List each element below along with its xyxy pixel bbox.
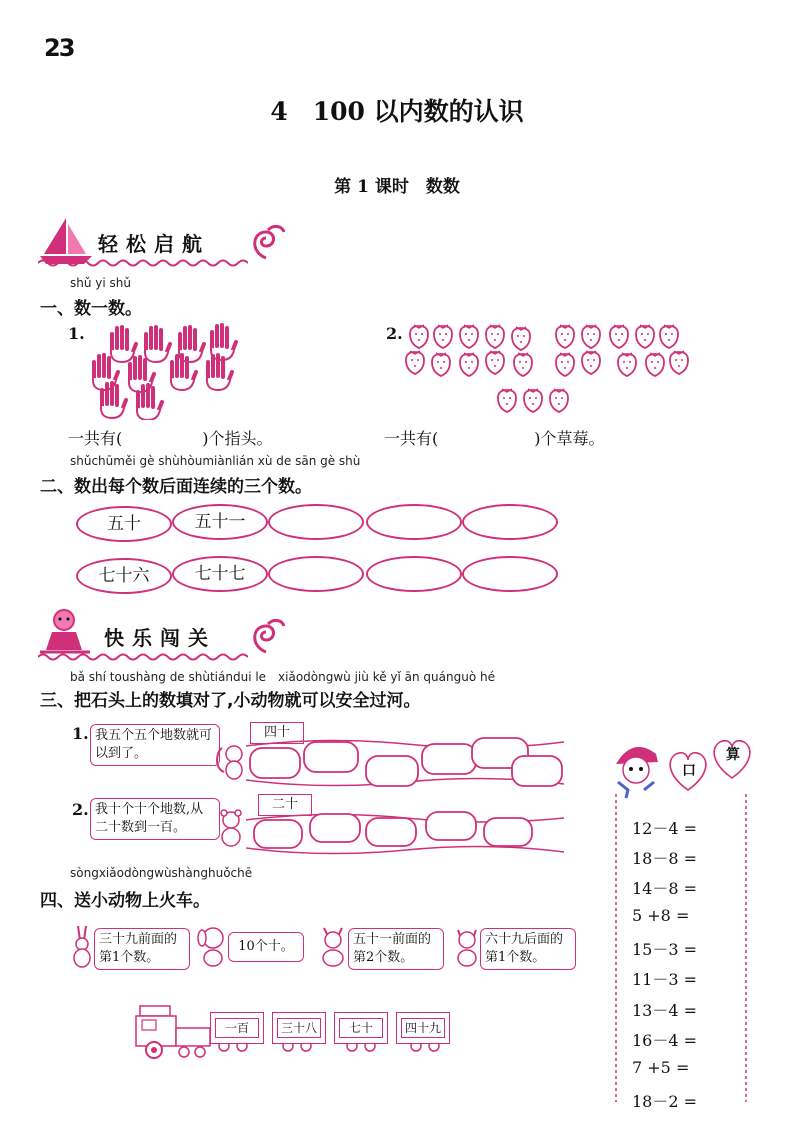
number-oval: 七十六	[76, 558, 172, 594]
train-car-label: 三十八	[277, 1018, 321, 1038]
mental-math-item: 12－4 =	[632, 819, 698, 838]
mental-math-item: 5 +8 =	[632, 906, 690, 925]
chapter-title: 4 100 以内数的认识	[270, 97, 524, 126]
q1-pinyin: shǔ yi shǔ	[70, 276, 131, 290]
section-banner-easy-start	[38, 214, 288, 270]
clue-card: 五十一前面的第2个数。	[348, 928, 444, 970]
train-engine-icon	[134, 1000, 214, 1062]
q2-title: 二、数出每个数后面连续的三个数。	[40, 477, 312, 497]
number-oval: 五十	[76, 506, 172, 542]
answer-oval[interactable]	[268, 556, 364, 592]
mental-math-label-b: 算	[726, 747, 740, 763]
mental-math-label-a: 口	[682, 763, 696, 779]
section-title: 快乐闯关	[104, 626, 216, 650]
mental-math-item: 18－8 =	[632, 849, 698, 868]
banner-wave	[38, 652, 248, 662]
train-car	[396, 1012, 450, 1044]
answer-oval[interactable]	[366, 556, 462, 592]
river-stones-row-2	[246, 808, 564, 858]
clue-card: 三十九前面的第1个数。	[94, 928, 190, 970]
q2-pinyin: shǔchūměi gè shùhòumiànlián xù de sān gè shù	[70, 454, 361, 468]
clue-card: 六十九后面的第1个数。	[480, 928, 576, 970]
q3-item2-number: 2.	[72, 800, 89, 819]
answer-oval[interactable]	[366, 504, 462, 540]
clue-card: 10个十。	[228, 932, 304, 962]
q1-title: 一、数一数。	[40, 299, 142, 319]
goat-icon	[316, 924, 350, 968]
q1-item2-number: 2.	[386, 324, 403, 343]
answer-oval[interactable]	[268, 504, 364, 540]
mental-math-item: 16－4 =	[632, 1031, 698, 1050]
mental-math-item: 11－3 =	[632, 970, 698, 989]
q1-answer1: 一共有( )个指头。	[68, 429, 273, 448]
page-number: 23	[44, 34, 74, 62]
strawberries-illustration	[400, 320, 700, 420]
cat-icon	[452, 924, 482, 968]
train-car	[272, 1012, 326, 1044]
train-car-label: 四十九	[401, 1018, 445, 1038]
mental-math-item: 14－8 =	[632, 879, 698, 898]
number-oval: 七十七	[172, 556, 268, 592]
number-oval: 五十一	[172, 504, 268, 540]
flourish-icon	[246, 616, 286, 656]
river-stones-row-1	[246, 736, 564, 792]
sailboat-icon	[38, 214, 94, 264]
speech-bubble: 我五个五个地数就可以到了。	[90, 724, 220, 766]
answer-oval[interactable]	[462, 504, 558, 540]
mental-math-item: 15－3 =	[632, 940, 698, 959]
q4-pinyin: sòngxiǎodòngwùshànghuǒchē	[70, 866, 253, 880]
section-banner-happy-pass	[38, 606, 288, 662]
flourish-icon	[246, 222, 286, 262]
q3-title: 三、把石头上的数填对了,小动物就可以安全过河。	[40, 691, 421, 711]
train-car	[210, 1012, 264, 1044]
q4-title: 四、送小动物上火车。	[40, 891, 210, 911]
banner-wave	[38, 258, 248, 268]
answer-oval[interactable]	[462, 556, 558, 592]
q3-item1-number: 1.	[72, 724, 89, 743]
train-car-label: 七十	[339, 1018, 383, 1038]
q1-item1-number: 1.	[68, 324, 85, 343]
start-stone-label: 四十	[250, 722, 304, 744]
hands-illustration	[80, 320, 250, 420]
mental-math-item: 18－2 =	[632, 1092, 698, 1111]
mental-math-hearts	[664, 740, 758, 796]
train-car-label: 一百	[215, 1018, 259, 1038]
mental-math-item: 13－4 =	[632, 1001, 698, 1020]
q3-pinyin: bǎ shí toushàng de shùtiándui le xiǎodòngwù jiù kě yǐ ān quánguò hé	[70, 670, 495, 684]
start-stone-label: 二十	[258, 794, 312, 816]
squirrel-icon	[214, 742, 248, 782]
mental-math-item: 7 +5 =	[632, 1058, 690, 1077]
rabbit-icon	[70, 924, 96, 968]
dog-icon	[196, 924, 230, 968]
speech-bubble: 我十个十个地数,从二十数到一百。	[90, 798, 220, 840]
bear-icon	[214, 808, 248, 848]
lesson-title: 第 1 课时 数数	[334, 177, 460, 197]
q1-answer2: 一共有( )个草莓。	[384, 429, 605, 448]
train-car	[334, 1012, 388, 1044]
section-title: 轻松启航	[98, 232, 210, 256]
